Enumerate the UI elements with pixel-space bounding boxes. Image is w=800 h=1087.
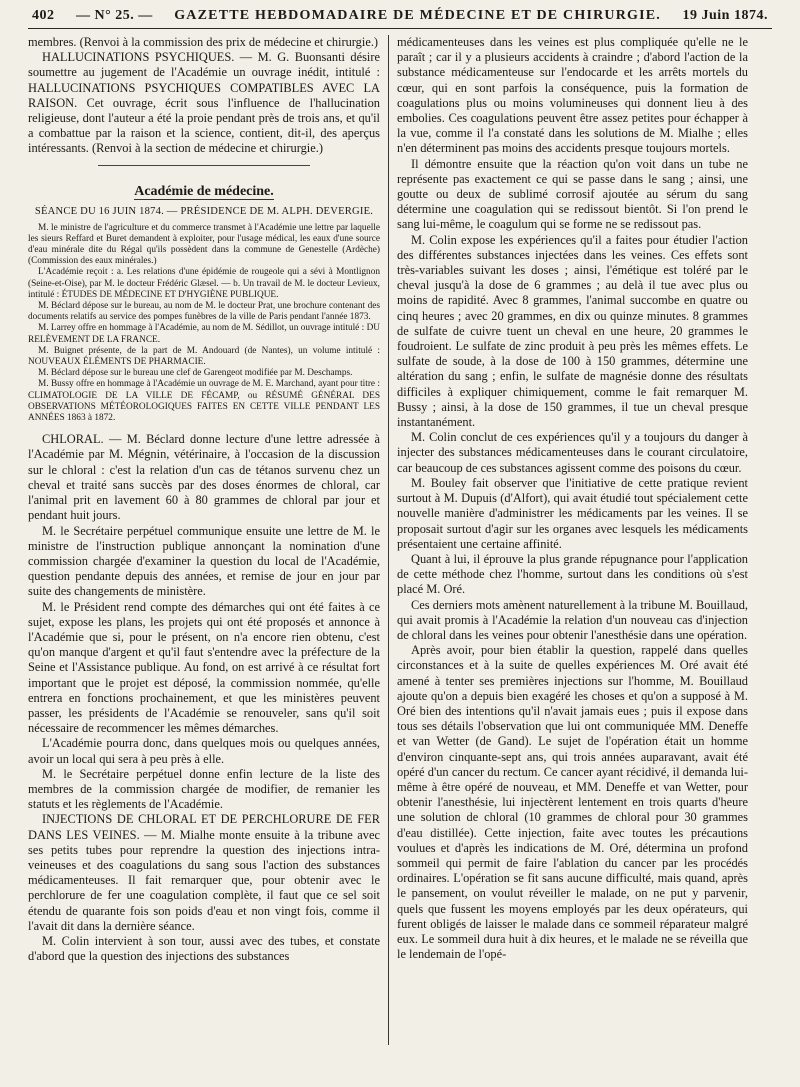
correspondence-block <box>28 223 380 425</box>
page-number: 402 <box>32 8 55 23</box>
paragraph: Après avoir, pour bien établir la question, rappelé dans quelles circonstances et à la suite de quelles expériences M. Oré avait été amené à tenter ses premières injections sur l'homme, M. Bouillaud ajoute qu'on a depuis bien exagéré les choses et qu'on a supposé à M. Oré bien des intentions qu'il n'avait jamais eues ; puis il expose dans tous ses détails l'observation que lui ont communiquée MM. Deneffe et van Wetter (de Gand). Le sujet de l'opération était un homme d'environ cinquante-sept ans, qui trois années auparavant, avait été opéré d'un cancer du rectum. Ce cancer ayant récidivé, il demanda lui-même à être opéré de nouveau, et MM. Deneffe et van Wetter, pour obtenir l'anesthésie, lui injectèrent lentement en trois quarts d'heure une solution de chloral (10 grammes de chloral pour 30 grammes d'eau distillée). Cette injection, faite avec toutes les précautions voulues et d'après les indications de M. Oré, détermina un profond sommeil qui permit de faire l'ablation du cancer par les procédés ordinaires. L'opération se fit sans aucune difficulté, mais quand, après le pansement, on voulut réveiller le malade, on ne put y parvenir, quels que fussent les moyens employés par les deux opérateurs, qui furent obligés de laisser le malade dans ce sommeil réparateur malgré eux. Le sommeil dura huit à dix heures, et le malade ne se réveilla que le lendemain de l'opé- <box>397 643 748 962</box>
journal-title: GAZETTE HEBDOMADAIRE DE MÉDECINE ET DE CHIRURGIE. <box>174 8 661 23</box>
session-line: SÉANCE DU 16 JUIN 1874. — PRÉSIDENCE DE M. ALPH. DEVERGIE. <box>34 205 374 217</box>
paragraph: Quant à lui, il éprouve la plus grande répugnance pour l'application de cette méthode chez l'homme, surtout dans les conditions où s'est placé M. Oré. <box>397 551 748 597</box>
paragraph: M. Bouley fait observer que l'initiative de cette pratique revient surtout à M. Dupuis (d'Alfort), qui avait étudié tout spécialement cette nouvelle manière d'administrer les médicaments par les veines. Il se proposait surtout d'agir sur les organes avec lesquels les médicaments présentaient une certaine affinité. <box>397 475 748 551</box>
paragraph: L'Académie pourra donc, dans quelques mois ou quelques années, avoir un local qui sera à peu près à elle. <box>28 736 380 766</box>
paragraph: M. Buignet présente, de la part de M. Andouard (de Nantes), un volume intitulé : NOUVEAUX ÉLÉMENTS DE PHARMACIE. <box>28 345 380 368</box>
paragraph: M. Colin conclut de ces expériences qu'il y a toujours du danger à injecter des substances médicamenteuses dans le courant circulatoire, car beaucoup de ces substances agissent comme des poisons du cœur. <box>397 430 748 475</box>
paragraph: Il démontre ensuite que la réaction qu'on voit dans un tube ne représente pas exactement ce qui se passe dans le sang ; ainsi, une goutte ou deux de sublimé corrosif ajoutée au sérum du sang détermine une coagulation qui se redissout bientôt. Si l'on prend le sang lui-même, le coagulum qui se forme ne se redissout pas. <box>397 156 748 232</box>
paragraph: M. Bussy offre en hommage à l'Académie un ouvrage de M. E. Marchand, ayant pour titre : CLIMATOLOGIE DE LA VILLE DE FÉCAMP, ou RÉSUMÉ GÉNÉRAL DES OBSERVATIONS MÉTÉOROLOGIQUES FAITES EN CETTE VILLE PENDANT LES ANNÉES 1863 à 1872. <box>28 379 380 424</box>
paragraph: M. le ministre de l'agriculture et du commerce transmet à l'Académie une lettre par laquelle les sieurs Reffard et Buret demandent à exploiter, pour l'usage médical, les eaux d'une source d'eau minérale dite du Régal qu'ils possèdent dans la commune de Genestelle (Ardèche) (Commission des eaux minérales.) <box>28 222 380 267</box>
paragraph: INJECTIONS DE CHLORAL ET DE PERCHLORURE DE FER DANS LES VEINES. — M. Mialhe monte ensuite à la tribune avec ses petits tubes pour reprendre la question des injections intra-veineuses et des coagulations du sang sous l'action des substances médicamenteuses. Il fait remarquer que, pour obtenir avec le perchlorure de fer une coagulation complète, il faut que ce sel soit étendu de quarante fois son poids d'eau et non vingt fois, comme il l'avait dit dans la dernière séance. <box>28 812 380 933</box>
running-head <box>28 6 772 29</box>
paragraph: M. le Président rend compte des démarches qui ont été faites à ce sujet, expose les plans, les projets qui ont été proposés et annonce à l'Académie que si, pour le présent, on n'a encore rien obtenu, c'est qu'on manque d'argent et qu'il faut s'entendre avec la préfecture de la Seine et l'Assistance publique. Au fond, on est arrivé à ce résultat fort important que le projet est déposé, la commission nommée, qu'elle entrera en fonctions prochainement, et que les ministères peuvent passer, les présidents de l'Académie se renouveler, sans qu'il soit nécessaire de recommencer les mêmes démarches. <box>28 599 380 736</box>
paragraph: M. Colin expose les expériences qu'il a faites pour étudier l'action des différentes substances injectées dans les veines. Ces effets sont très-variables suivant les doses ; ainsi, l'émétique est toléré par le cheval jusqu'à la dose de 6 grammes ; au delà il tue avec plus ou moins de rapidité. Avec 8 grammes, l'animal succombe en quatre ou cinq heures ; avec 20 grammes, en dix ou quinze minutes. 8 grammes de sulfate de cuivre tuent un cheval en une heure, 20 grammes le foudroient. Le sulfate de zinc produit à peu près les mêmes effets. Le sulfate de soude, à la dose de 100 à 150 grammes, détermine une altération du sang ; enfin, le sulfate de magnésie donne des résultats difficiles à expliquer chimiquement, comme le fait remarquer M. Bussy ; ainsi, à la dose de 150 grammes, il tue un cheval presque instantanément. <box>397 232 748 430</box>
left-column <box>28 35 388 1045</box>
section-title: Académie de médecine. <box>134 183 274 199</box>
issue-number: — N° 25. — <box>76 8 153 23</box>
paragraph: M. Colin intervient à son tour, aussi avec des tubes, et constate d'abord que la question des injections des substances <box>28 933 380 964</box>
paragraph: L'Académie reçoit : a. Les relations d'une épidémie de rougeole qui a sévi à Montlignon (Seine-et-Oise), par M. le docteur Frédéric Glæsel. — b. Un travail de M. le docteur Levieux, intitulé : ÉTUDES DE MÉDECINE ET D'HYGIÈNE PUBLIQUE. <box>28 267 380 300</box>
issue-date: 19 Juin 1874. <box>682 8 768 23</box>
paragraph: M. le Secrétaire perpétuel communique ensuite une lettre de M. le ministre de l'instruction publique annonçant la nomination d'une commission chargée d'examiner la question du local de l'Académie, question pendante depuis des années, et remise de jour en jour par suite des changements de ministère. <box>28 523 380 599</box>
paragraph: Ces derniers mots amènent naturellement à la tribune M. Bouillaud, qui avait promis à l'Académie la relation d'un nouveau cas d'injection de chloral dans les veines pour obtenir l'anesthésie dans une opération. <box>397 597 748 642</box>
section-divider <box>98 165 309 166</box>
paragraph: M. Béclard dépose sur le bureau, au nom de M. le docteur Prat, une brochure contenant des documents relatifs au service des pompes funèbres de la ville de Paris pendant l'année 1873. <box>28 301 380 323</box>
paragraph: CHLORAL. — M. Béclard donne lecture d'une lettre adressée à l'Académie par M. Mégnin, vétérinaire, à l'occasion de la discussion sur le chloral : c'est la relation d'un cas de tétanos survenu chez un cheval et traité sans succès par des doses énormes de chloral, car l'animal prit en lavement 60 à 80 grammes de chloral par jour et pendant huit jours. <box>28 432 380 523</box>
right-column <box>388 35 748 1045</box>
paragraph: HALLUCINATIONS PSYCHIQUES. — M. G. Buonsanti désire soumettre au jugement de l'Académie un ouvrage inédit, intitulé : HALLUCINATIONS PSYCHIQUES COMPATIBLES AVEC LA RAISON. Cet ouvrage, écrit sous l'influence de l'hallucination religieuse, dont l'auteur a été la proie pendant près de trois ans, et qu'il a combattue par la raison et la science, contient, dit-il, des aperçus intéressants. (Renvoi à la section de médecine et chirurgie.) <box>28 50 380 156</box>
paragraph: membres. (Renvoi à la commission des prix de médecine et chirurgie.) <box>28 35 379 49</box>
paragraph: médicamenteuses dans les veines est plus compliquée qu'elle ne le paraît ; car il y a plusieurs accidents à craindre ; d'abord l'action de la substance médicamenteuse sur l'endocarde et les arrêts mortels du cœur, qui en sont parfois la conséquence, puis la formation de coagulations plus ou moins volumineuses qui donnent lieu à des embolies. Ces coagulations peuvent être assez petites pour échapper à la vue, comme il l'a constaté dans les solutions de M. Mialhe ; elles n'en déterminent pas moins des accidents presque toujours mortels. <box>397 35 748 156</box>
paragraph: M. le Secrétaire perpétuel donne enfin lecture de la liste des membres de la commission chargée de modifier, de remanier les statuts et les règlements de l'Académie. <box>28 766 380 812</box>
paragraph: M. Béclard dépose sur le bureau une clef de Garengeot modifiée par M. Deschamps. <box>38 368 353 379</box>
text-columns <box>28 35 772 1045</box>
paragraph: M. Larrey offre en hommage à l'Académie, au nom de M. Sédillot, un ouvrage intitulé : DU RELÈVEMENT DE LA FRANCE. <box>28 323 380 345</box>
